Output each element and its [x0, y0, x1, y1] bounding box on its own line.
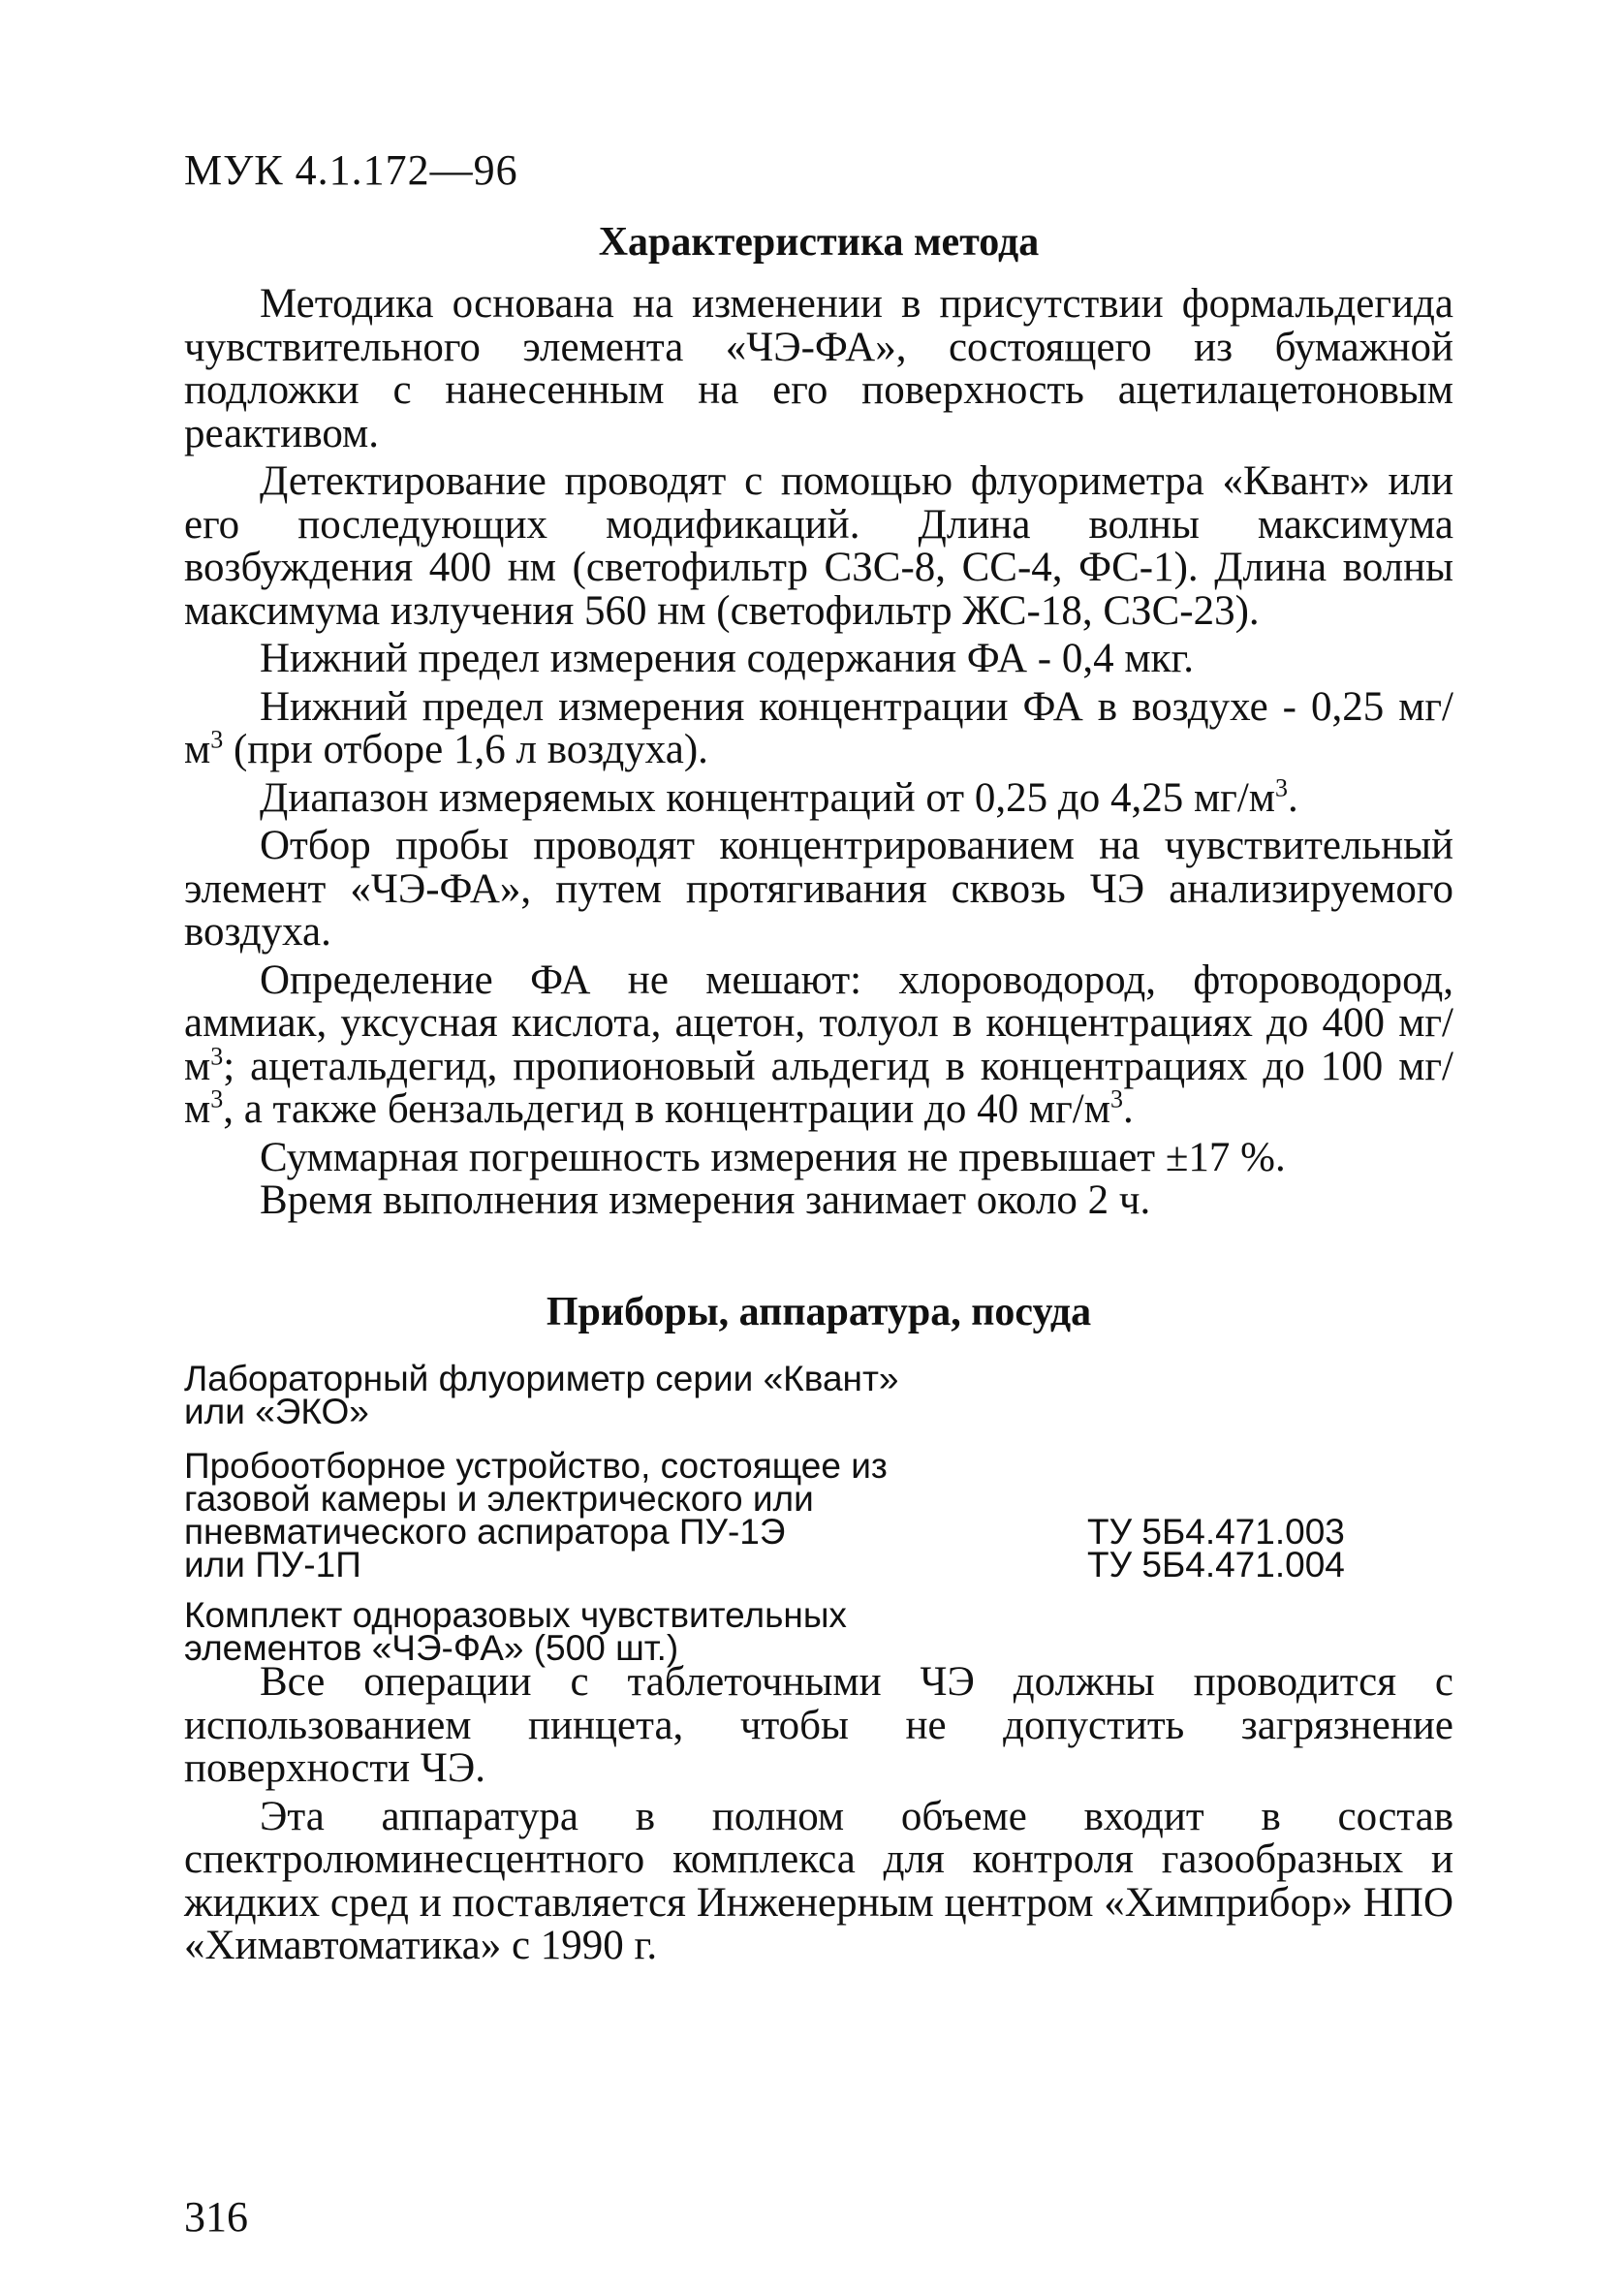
equipment-spec-line: ТУ 5Б4.471.004	[1087, 1545, 1345, 1584]
paragraph-sampling: Отбор пробы проводят концентрированием на чувствительный элемент «ЧЭ-ФА», путем протягивания сквозь ЧЭ анализируемого воздуха.	[184, 823, 1453, 955]
text-fragment: ; ацетальдегид, пропионовый альдегид в концентрациях до 100 мг/м	[184, 1043, 1453, 1132]
equipment-item	[184, 1446, 1453, 1584]
text-fragment: Определение ФА не мешают: хлороводород, фтороводород, аммиак, уксусная кислота, ацетон, толуол в концентрациях до 400 мг/м	[184, 957, 1453, 1089]
paragraph-error: Суммарная погрешность измерения не превышает ±17 %.	[260, 1134, 1286, 1180]
text-fragment: .	[1287, 774, 1298, 821]
equipment-name	[184, 1446, 1056, 1584]
equipment-text-block	[184, 1661, 1453, 1968]
equipment-spec-line: ТУ 5Б4.471.003	[1087, 1512, 1345, 1552]
paragraph-supplier: Эта аппаратура в полном объеме входит в состав спектролюминесцентного комплекса для контроля газообразных и жидких сред и поставляется Инженерным центром «Химприбор» НПО «Химавтоматика» с 1990 г.	[184, 1793, 1453, 1968]
text-fragment: .	[1122, 1086, 1134, 1132]
paragraph-range	[184, 773, 1453, 821]
superscript: 3	[210, 725, 224, 754]
superscript: 3	[1109, 1084, 1123, 1114]
equipment-item	[184, 1359, 1453, 1431]
equipment-item	[184, 1595, 1453, 1668]
section-title-method: Характеристика метода	[598, 220, 1040, 265]
method-text-block	[184, 283, 1453, 1223]
paragraph-lower-limit-concentration	[184, 683, 1453, 772]
paragraph-interference	[184, 959, 1453, 1132]
paragraph-duration: Время выполнения измерения занимает около 2 ч.	[260, 1177, 1151, 1223]
equipment-spec	[1087, 1512, 1436, 1584]
equipment-name-line: или «ЭКО»	[184, 1392, 369, 1431]
equipment-name	[184, 1359, 1056, 1431]
text-fragment: Нижний предел измерения концентрации ФА в воздухе - 0,25 мг/м	[184, 683, 1453, 772]
equipment-name-line: элементов «ЧЭ-ФА» (500 шт.)	[184, 1628, 679, 1668]
text-fragment: , а также бензальдегид в концентрации до 40 мг/м	[223, 1086, 1110, 1132]
equipment-name-line: или ПУ-1П	[184, 1545, 361, 1584]
text-fragment: Диапазон измеряемых концентраций от 0,25 до 4,25 мг/м	[260, 774, 1275, 821]
paragraph-detection: Детектирование проводят с помощью флуориметра «Квант» или его последующих модификаций. Длина волны максимума возбуждения 400 нм (светофильтр СЗС-8, СС-4, ФС-1). Длина волны максимума излучения 560 нм (светофильтр ЖС-18, СЗС-23).	[184, 458, 1453, 634]
section-title-equipment: Приборы, аппаратура, посуда	[546, 1290, 1092, 1334]
page-number: 316	[184, 2193, 248, 2241]
paragraph-handling: Все операции с таблеточными ЧЭ должны проводится с использованием пинцета, чтобы не допустить загрязнение поверхности ЧЭ.	[184, 1659, 1453, 1791]
equipment-name-line: пневматического аспиратора ПУ-1Э	[184, 1512, 786, 1552]
equipment-name-line: Комплект одноразовых чувствительных	[184, 1595, 847, 1635]
superscript: 3	[210, 1042, 224, 1071]
equipment-list	[184, 1359, 1453, 1675]
text-fragment: (при отборе 1,6 л воздуха).	[223, 727, 708, 772]
paragraph-lower-limit-mass: Нижний предел измерения содержания ФА - 0,4 мкг.	[260, 636, 1195, 681]
equipment-name-line: Пробоотборное устройство, состоящее из	[184, 1446, 888, 1486]
equipment-name-line: газовой камеры и электрического или	[184, 1479, 814, 1519]
document-code: МУК 4.1.172—96	[184, 146, 518, 194]
superscript: 3	[1274, 773, 1288, 802]
equipment-name-line: Лабораторный флуориметр серии «Квант»	[184, 1359, 899, 1398]
superscript: 3	[210, 1084, 224, 1114]
equipment-name	[184, 1595, 1056, 1668]
paragraph-method-basis: Методика основана на изменении в присутствии формальдегида чувствительного элемента «ЧЭ-ФА», состоящего из бумажной подложки с нанесенным на его поверхность ацетилацетоновым реактивом.	[184, 281, 1453, 456]
